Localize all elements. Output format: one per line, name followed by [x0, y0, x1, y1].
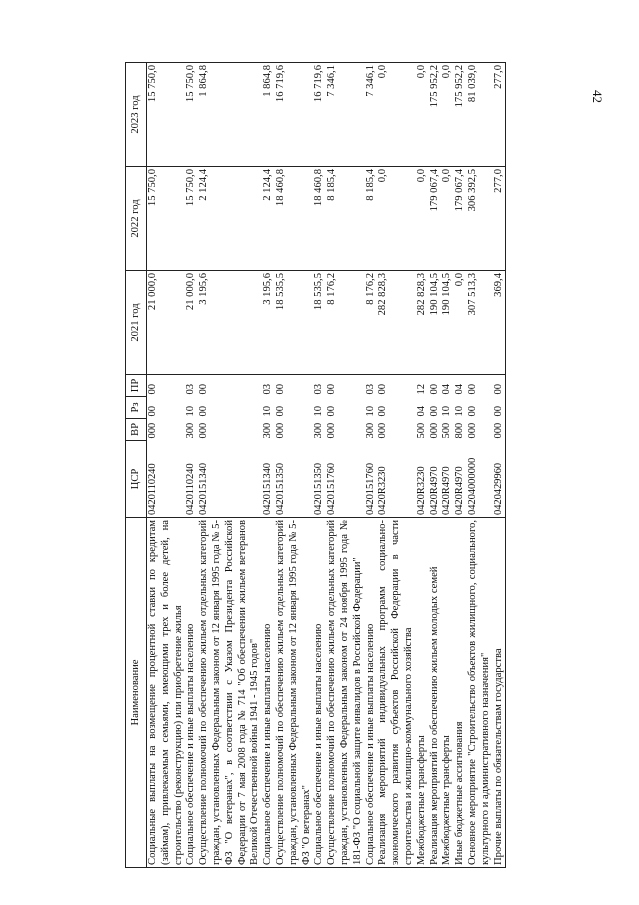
row-pr: 00	[147, 375, 186, 397]
row-2023: 175 952,2	[454, 63, 467, 167]
table-body	[147, 63, 506, 868]
row-csr: 0420R4970	[441, 441, 454, 518]
row-2021: 282 828,3	[377, 271, 415, 375]
row-vr: 300	[364, 422, 376, 439]
row-csr: 0420R3230	[377, 441, 415, 518]
table-row	[198, 63, 262, 868]
row-pr: 00	[467, 375, 493, 397]
row-rz: 00	[428, 406, 440, 417]
row-csr: 0420110240	[147, 441, 186, 518]
row-2023: 15 750,0	[147, 63, 186, 167]
row-csr: 0420429960	[493, 441, 506, 518]
row-csr: 0420151760	[365, 441, 378, 518]
table-row	[275, 63, 313, 868]
row-2023: 7 346,1	[365, 63, 378, 167]
row-vr: 000	[377, 422, 389, 439]
row-vr: 000	[428, 422, 440, 439]
row-csr: 0420151350	[313, 441, 326, 518]
page-number: 42	[590, 90, 605, 103]
row-pr: 04	[441, 375, 454, 397]
table-row	[416, 63, 429, 868]
row-2022: 0,0	[416, 167, 429, 271]
header-2023: 2023 год	[126, 63, 147, 167]
row-2022: 8 185,4	[326, 167, 364, 271]
budget-table	[125, 62, 506, 868]
row-csr: 0420110240	[185, 441, 198, 518]
row-2021: 8 176,2	[326, 271, 364, 375]
row-2022: 306 392,5	[467, 167, 493, 271]
row-2021: 282 828,3	[416, 271, 429, 375]
table-row	[454, 63, 467, 868]
row-vr: 300	[313, 422, 325, 439]
row-rz: 00	[493, 397, 506, 419]
row-pr: 00	[429, 375, 442, 397]
row-2023: 7 346,1	[326, 63, 364, 167]
row-csr: 0420R3230	[416, 441, 429, 518]
row-name: Социальное обеспечение и иные выплаты населению	[313, 518, 326, 868]
row-2023: 0,0	[377, 63, 415, 167]
row-pr: 04	[454, 375, 467, 397]
row-pr: 03	[313, 375, 326, 397]
row-2021: 0,0	[454, 271, 467, 375]
row-vr: 500	[441, 422, 453, 439]
row-vr: 000	[274, 422, 286, 439]
row-rz: 10	[441, 406, 453, 417]
row-name: Осуществление полномочий по обеспечению жильем отдельных категорий граждан, установленных Федеральным законом от 12 января 1995 года № 5-ФЗ "О ветеранах", в соответствии с Указом Президента Российской Федерации от 7 мая 2008 года № 714 "Об обеспечении жильем ветеранов Великой Отечественной войны 1941 - 1945 годов"	[198, 518, 262, 868]
table-row	[326, 63, 364, 868]
budget-table-container	[125, 63, 520, 868]
row-rz: 10	[364, 406, 376, 417]
header-name: Наименование	[126, 518, 147, 868]
row-2021: 190 104,5	[429, 271, 442, 375]
row-name: Прочие выплаты по обязательствам государства	[493, 518, 506, 868]
row-rz: 04	[415, 406, 427, 417]
row-2022: 15 750,0	[147, 167, 186, 271]
row-vr: 300	[262, 422, 274, 439]
row-2021: 190 104,5	[441, 271, 454, 375]
table-row	[185, 63, 198, 868]
row-2022: 15 750,0	[185, 167, 198, 271]
header-csr: ЦСР	[126, 441, 147, 518]
row-2023: 277,0	[493, 63, 506, 167]
row-2021: 18 535,5	[313, 271, 326, 375]
table-row	[467, 63, 493, 868]
row-2022: 0,0	[377, 167, 415, 271]
table-row	[313, 63, 326, 868]
row-name: Социальное обеспечение и иные выплаты населению	[185, 518, 198, 868]
row-rz: 10	[185, 406, 197, 417]
row-2022: 2 124,4	[198, 167, 262, 271]
row-csr: 04204000000	[467, 441, 493, 518]
row-name: Межбюджетные трансферты	[416, 518, 429, 868]
row-rz: 10	[313, 406, 325, 417]
table-row	[262, 63, 275, 868]
row-name: Иные бюджетные ассигнования	[454, 518, 467, 868]
row-rz: 00	[198, 406, 210, 417]
row-name: Реализация мероприятий индивидуальных программ социально-экономического развития субъектов Российской Федерации в части строительства и жилищно-коммунального хозяйства	[377, 518, 415, 868]
row-vr: 000	[198, 422, 210, 439]
row-name: Осуществление полномочий по обеспечению жильем отдельных категорий граждан, установленных Федеральным законом от 12 января 1995 года № 5-ФЗ "О ветеранах"	[275, 518, 313, 868]
row-2021: 8 176,2	[365, 271, 378, 375]
row-csr: 0420151340	[262, 441, 275, 518]
row-rz: 00	[274, 406, 286, 417]
row-2023: 16 719,6	[313, 63, 326, 167]
row-2023: 15 750,0	[185, 63, 198, 167]
row-2021: 21 000,0	[147, 271, 186, 375]
row-pr: 00	[377, 375, 415, 397]
row-pr: 00	[493, 375, 506, 397]
table-row	[377, 63, 415, 868]
row-name: Основное мероприятие "Строительство объектов жилищного, социального, культурного и административного назначения"	[467, 518, 493, 868]
row-csr: 0420151340	[198, 441, 262, 518]
row-csr: 0420151760	[326, 441, 364, 518]
row-pr: 00	[198, 375, 262, 397]
row-vr: 000	[326, 422, 338, 439]
row-rz: 00	[326, 406, 338, 417]
row-vr: 800	[454, 422, 466, 439]
row-rz: 10	[262, 406, 274, 417]
row-rz: 00	[466, 406, 478, 417]
row-2022: 18 460,8	[275, 167, 313, 271]
row-vr: 000	[493, 419, 506, 441]
row-vr: 300	[185, 422, 197, 439]
row-2022: 179 067,4	[429, 167, 442, 271]
row-pr: 03	[365, 375, 378, 397]
row-rz: 00	[377, 406, 389, 417]
table-row	[365, 63, 378, 868]
row-2022: 8 185,4	[365, 167, 378, 271]
row-2023: 16 719,6	[275, 63, 313, 167]
row-name: Межбюджетные трансферты	[441, 518, 454, 868]
row-2023: 175 952,2	[429, 63, 442, 167]
row-2022: 0,0	[441, 167, 454, 271]
header-2022: 2022 год	[126, 167, 147, 271]
row-2023: 81 039,0	[467, 63, 493, 167]
header-rz: Рз	[126, 397, 147, 419]
row-2021: 369,4	[493, 271, 506, 375]
header-row	[126, 63, 147, 868]
row-rz: 00	[147, 406, 158, 417]
row-2021: 3 195,6	[262, 271, 275, 375]
row-vr: 000	[466, 422, 478, 439]
row-name: Осуществление полномочий по обеспечению жильем отдельных категорий граждан, установленных Федеральным законом от 24 ноября 1995 года № 181-ФЗ "О социальной защите инвалидов в Российской Федерации"	[326, 518, 364, 868]
row-2022: 2 124,4	[262, 167, 275, 271]
row-2022: 18 460,8	[313, 167, 326, 271]
row-pr: 00	[275, 375, 313, 397]
row-pr: 03	[262, 375, 275, 397]
header-pr: ПР	[126, 375, 147, 397]
row-2022: 179 067,4	[454, 167, 467, 271]
row-2021: 3 195,6	[198, 271, 262, 375]
row-2021: 21 000,0	[185, 271, 198, 375]
table-row	[147, 63, 186, 868]
row-name: Социальное обеспечение и иные выплаты населению	[365, 518, 378, 868]
header-2021: 2021 год	[126, 271, 147, 375]
row-2023: 0,0	[416, 63, 429, 167]
row-2022: 277,0	[493, 167, 506, 271]
table-row	[493, 63, 506, 868]
row-pr: 03	[185, 375, 198, 397]
row-2023: 1 864,8	[262, 63, 275, 167]
row-csr: 0420R4970	[429, 441, 442, 518]
header-vr: ВР	[126, 419, 147, 441]
row-pr: 12	[416, 375, 429, 397]
row-name: Социальные выплаты на возмещение процентной ставки по кредитам (займам), привлекаемым семьями, имеющими трех и более детей, на строительство (реконструкцию) или приобретение жилья	[147, 518, 186, 868]
row-vr: 500	[415, 422, 427, 439]
row-rz: 10	[454, 406, 466, 417]
row-2023: 1 864,8	[198, 63, 262, 167]
row-pr: 00	[326, 375, 364, 397]
row-2021: 307 513,3	[467, 271, 493, 375]
row-vr: 000	[147, 422, 158, 439]
table-row	[429, 63, 442, 868]
row-csr: 0420R4970	[454, 441, 467, 518]
row-2023: 0,0	[441, 63, 454, 167]
row-name: Социальное обеспечение и иные выплаты населению	[262, 518, 275, 868]
table-row	[441, 63, 454, 868]
row-csr: 0420151350	[275, 441, 313, 518]
row-name: Реализация мероприятий по обеспечению жильем молодых семей	[429, 518, 442, 868]
row-2021: 18 535,5	[275, 271, 313, 375]
